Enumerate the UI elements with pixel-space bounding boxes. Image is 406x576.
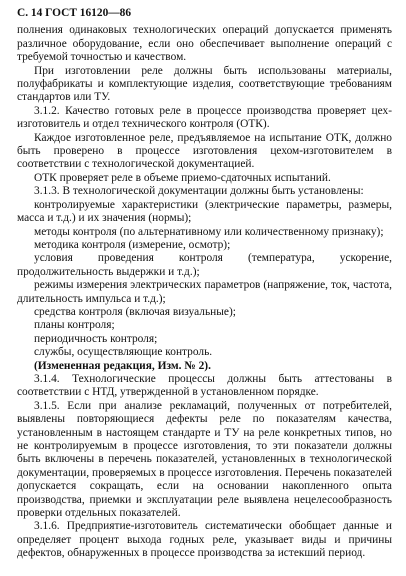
paragraph: службы, осуществляющие контроль. bbox=[34, 346, 213, 359]
revision-note: (Измененная редакция, Изм. № 2). bbox=[34, 359, 211, 372]
paragraph: ОТК проверяет реле в объеме приемо-сдаточных испытаний. bbox=[34, 171, 331, 184]
paragraph: методы контроля (по альтернативному или количественному признаку); bbox=[34, 225, 384, 238]
paragraph: условия проведения контроля (температура, ускорение, продолжительность выдержки и т.д.); bbox=[17, 252, 392, 278]
paragraph: методика контроля (измерение, осмотр); bbox=[34, 238, 231, 251]
paragraph: 3.1.4. Технологические процессы должны быть аттестованы в соответствии с НТД, утвержденной в установленном порядке. bbox=[17, 372, 392, 399]
paragraph: При изготовлении реле должны быть использованы материалы, полуфабрикаты и комплектующие изделия, соответствующие требованиям стандартов или ТУ. bbox=[17, 64, 392, 104]
paragraph: средства контроля (включая визуальные); bbox=[34, 305, 236, 318]
paragraph: 3.1.3. В технологической документации должны быть установлены: bbox=[34, 185, 364, 198]
paragraph: полнения одинаковых технологических операций допускается применять различное оборудование, если оно обеспечивает выполнение операций с требуемой точностью и качеством. bbox=[17, 24, 392, 64]
paragraph: периодичность контроля; bbox=[34, 332, 158, 345]
paragraph: 3.1.5. Если при анализе рекламаций, полученных от потребителей, выявлены повторяющиеся дефекты реле по показателям качества, установленным в настоящем стандарте и ТУ на реле конкретных типов, но не контролируемым в процессе изготовления, то эти показатели должны быть включены в перечень показателей, установленных в технологической документации, проверяемых в процессе изготовления. Перечень показателей допускается сокращать, если на основании накопленного опыта производства, приемки и эксплуатации реле выявлена нецелесообразность проверки отдельных показателей. bbox=[17, 399, 392, 520]
document-body bbox=[17, 24, 392, 560]
paragraph: 3.1.2. Качество готовых реле в процессе производства проверяет цех-изготовитель и отдел технического контроля (ОТК). bbox=[17, 104, 392, 131]
paragraph: 3.1.6. Предприятие-изготовитель систематически обобщает данные и определяет процент выхода годных реле, указывает виды и причины дефектов, обнаруженных в процессе производства за истекший период. bbox=[17, 520, 392, 560]
paragraph: планы контроля; bbox=[34, 319, 115, 332]
paragraph: Каждое изготовленное реле, предъявляемое на испытание ОТК, должно быть проверено в процессе изготовления цехом-изготовителем в соответствии с технологической документацией. bbox=[17, 131, 392, 171]
paragraph: режимы измерения электрических параметров (напряжение, ток, частота, длительность импульса и т.д.); bbox=[17, 279, 392, 305]
page-header: С. 14 ГОСТ 16120—86 bbox=[17, 7, 132, 19]
paragraph: контролируемые характеристики (электрические параметры, размеры, масса и т.д.) и их значения (нормы); bbox=[17, 198, 392, 225]
